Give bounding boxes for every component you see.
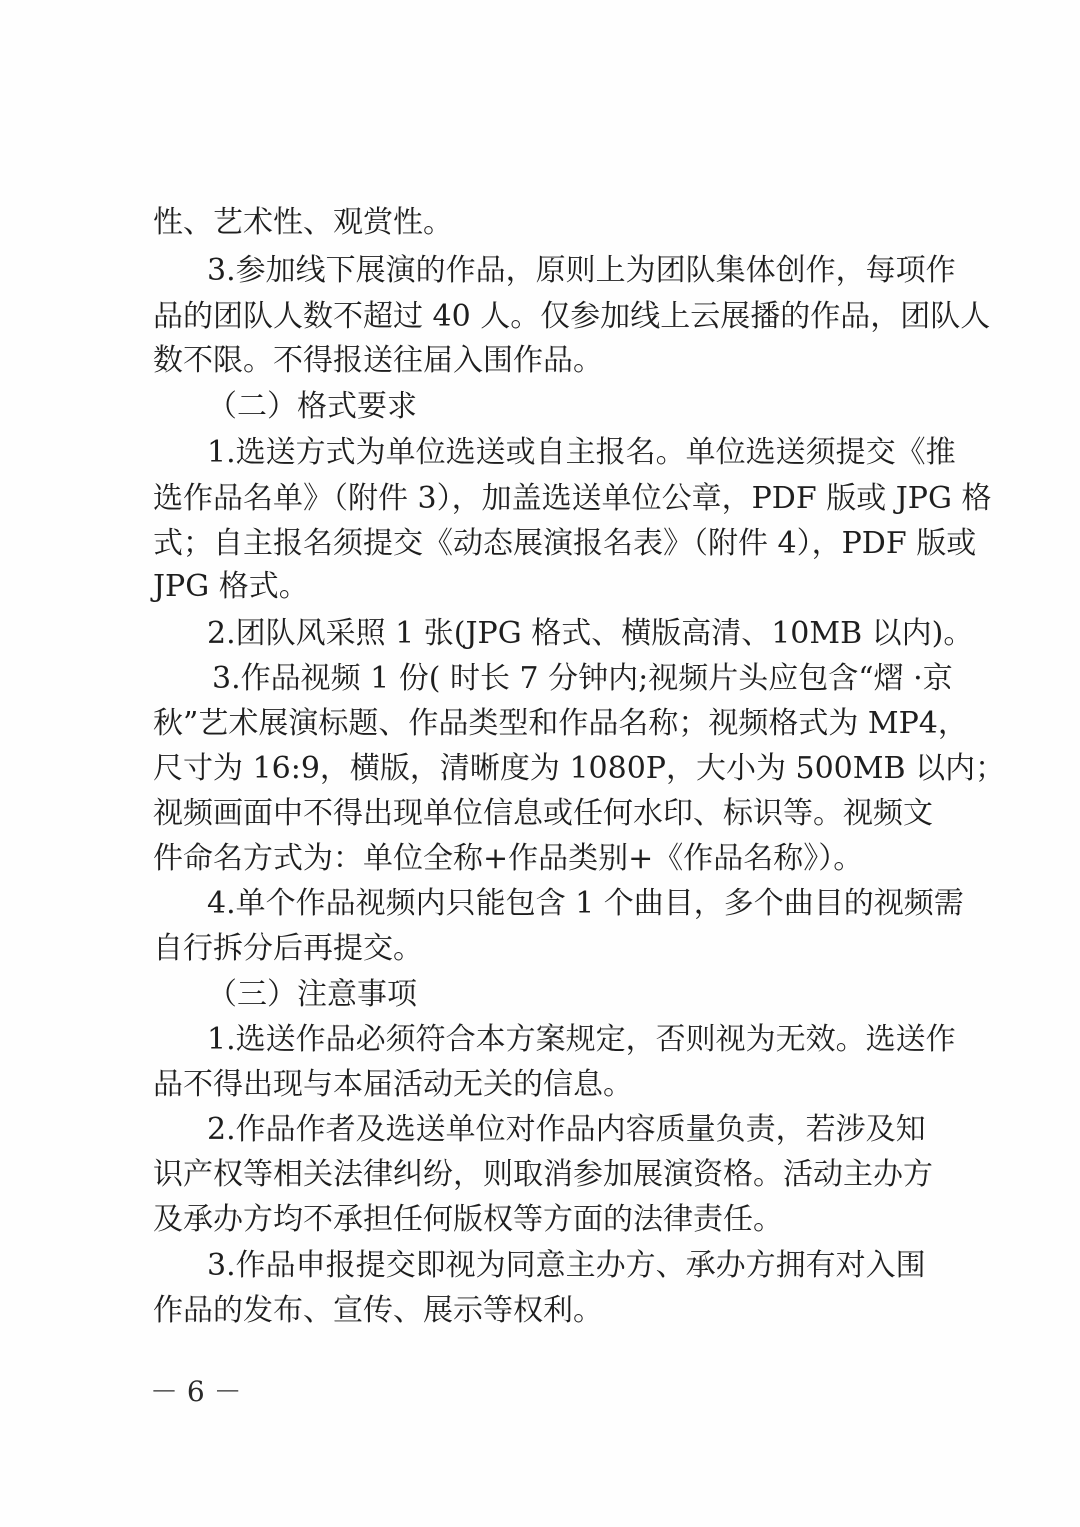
text-line-24: 3.作品申报提交即视为同意主办方、承办方拥有对入围: [207, 1248, 926, 1283]
text-line-22: 识产权等相关法律纠纷，则取消参加展演资格。活动主办方: [153, 1157, 933, 1192]
text-line-1: 性、艺术性、观赏性。: [153, 205, 453, 240]
text-line-19: 1.选送作品必须符合本方案规定，否则视为无效。选送作: [207, 1022, 956, 1057]
text-line-8: 式；自主报名须提交《动态展演报名表》（附件 4），PDF 版或: [153, 526, 977, 561]
page-number: － 6 －: [150, 1375, 242, 1408]
text-line-9: JPG 格式。: [153, 569, 309, 604]
text-line-25: 作品的发布、宣传、展示等权利。: [153, 1293, 603, 1328]
text-line-12: 秋”艺术展演标题、作品类型和作品名称；视频格式为 MP4，: [153, 706, 968, 741]
text-line-11: 3.作品视频 1 份( 时长 7 分钟内;视频片头应包含“熠 ·京: [212, 661, 953, 696]
text-line-2: 3.参加线下展演的作品，原则上为团队集体创作，每项作: [207, 253, 956, 288]
text-line-17: 自行拆分后再提交。: [153, 931, 423, 966]
text-line-3: 品的团队人数不超过 40 人。仅参加线上云展播的作品，团队人: [153, 299, 991, 334]
text-line-13: 尺寸为 16:9，横版，清晰度为 1080P，大小为 500MB 以内；: [153, 751, 1006, 786]
section-heading-2: （二）格式要求: [207, 389, 417, 424]
text-line-4: 数不限。不得报送往届入围作品。: [153, 343, 603, 378]
text-line-16: 4.单个作品视频内只能包含 1 个曲目，多个曲目的视频需: [207, 886, 964, 921]
text-line-6: 1.选送方式为单位选送或自主报名。单位选送须提交《推: [207, 435, 956, 470]
text-line-23: 及承办方均不承担任何版权等方面的法律责任。: [153, 1202, 783, 1237]
text-line-20: 品不得出现与本届活动无关的信息。: [153, 1067, 633, 1102]
text-line-14: 视频画面中不得出现单位信息或任何水印、标识等。视频文: [153, 796, 933, 831]
text-line-10: 2.团队风采照 1 张(JPG 格式、横版高清、10MB 以内)。: [207, 616, 974, 651]
text-line-21: 2.作品作者及选送单位对作品内容质量负责，若涉及知: [207, 1112, 926, 1147]
text-line-7: 选作品名单》（附件 3），加盖选送单位公章，PDF 版或 JPG 格: [153, 481, 992, 516]
text-line-15: 件命名方式为：单位全称+作品类别+《作品名称》）。: [153, 841, 864, 876]
section-heading-3: （三）注意事项: [207, 977, 417, 1012]
